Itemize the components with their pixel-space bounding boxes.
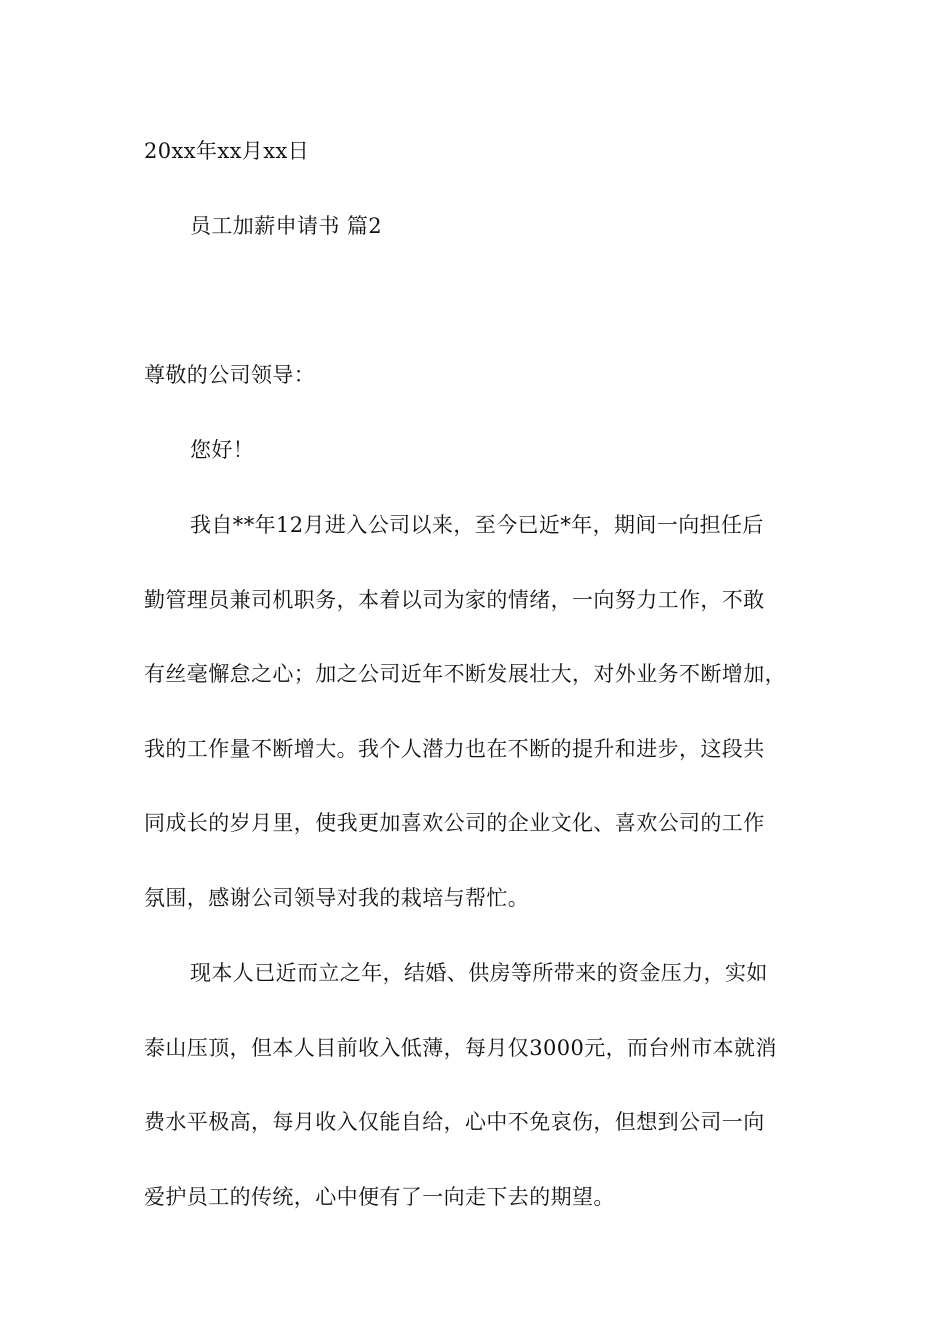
- paragraph-1-line-2: 勤管理员兼司机职务，本着以司为家的情绪，一向努力工作，不敢: [144, 588, 765, 612]
- paragraph-1-line-1: 我自**年12月进入公司以来，至今已近*年，期间一向担任后: [190, 513, 764, 537]
- paragraph-1-line-5: 同成长的岁月里，使我更加喜欢公司的企业文化、喜欢公司的工作: [144, 811, 765, 835]
- greeting: 您好！: [190, 438, 255, 462]
- salutation: 尊敬的公司领导：: [144, 363, 316, 387]
- document-heading: 员工加薪申请书 篇2: [190, 214, 383, 238]
- paragraph-2-line-4: 爱护员工的传统，心中便有了一向走下去的期望。: [144, 1185, 615, 1209]
- paragraph-1-line-4: 我的工作量不断增大。我个人潜力也在不断的提升和进步，这段共: [144, 737, 765, 761]
- paragraph-1-line-6: 氛围，感谢公司领导对我的栽培与帮忙。: [144, 886, 530, 910]
- paragraph-1-line-3: 有丝毫懈怠之心；加之公司近年不断发展壮大，对外业务不断增加，: [144, 662, 786, 686]
- document-date: 20xx年xx月xx日: [144, 139, 310, 163]
- paragraph-2-line-3: 费水平极高，每月收入仅能自给，心中不免哀伤，但想到公司一向: [144, 1110, 765, 1134]
- paragraph-2-line-1: 现本人已近而立之年，结婚、供房等所带来的资金压力，实如: [190, 961, 768, 985]
- paragraph-2-line-2: 泰山压顶，但本人目前收入低薄，每月仅3000元，而台州市本就消: [144, 1036, 777, 1060]
